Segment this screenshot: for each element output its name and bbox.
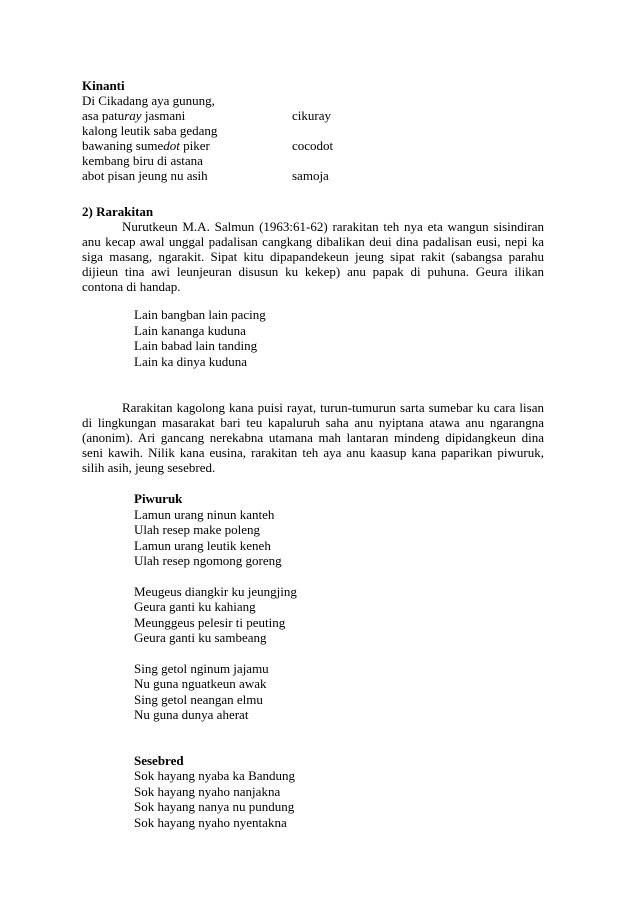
kinanti-line: bawaning sumedot piker cocodot bbox=[82, 138, 334, 153]
poem-line: Sing getol neangan elmu bbox=[134, 691, 263, 707]
poem-line: Sing getol nginum jajamu bbox=[134, 660, 269, 676]
poem-line: Lamun urang ninun kanteh bbox=[134, 506, 275, 522]
document-page bbox=[82, 78, 544, 830]
poem-line: Sok hayang nyaho nanjakna bbox=[134, 783, 281, 799]
poem-line: Ulah resep make poleng bbox=[134, 522, 260, 537]
piwuruk-section bbox=[134, 491, 544, 723]
rarakitan-example bbox=[134, 307, 544, 369]
sesebred-title: Sesebred bbox=[134, 752, 184, 768]
kinanti-line: kembang biru di astana bbox=[82, 153, 203, 168]
kinanti-line: asa paturay jasmani cikuray bbox=[82, 108, 331, 123]
poem-line: Lamun urang leutik keneh bbox=[134, 537, 271, 553]
rarakitan-paragraph-1: Nurutkeun M.A. Salmun (1963:61-62) rarakitan teh nya eta wangun sisindiran anu kecap awal unggal padalisan cangkang dibalikan deui dina padalisan eusi, nepi ka siga masang, ngarakit. Sipat kitu dipapandekeun jeung sipat rakit (sabangsa parahu dijieun tina awi leunjeuran disusun ku kekep) anu papak di puhuna. Geura ilikan contona di handap. bbox=[82, 219, 544, 294]
poem-line: Geura ganti ku kahiang bbox=[134, 599, 256, 614]
kinanti-line: Di Cikadang aya gunung, bbox=[82, 93, 215, 108]
poem-line: Nu guna nguatkeun awak bbox=[134, 676, 267, 691]
poem-line: Meugeus diangkir ku jeungjing bbox=[134, 583, 297, 599]
poem-line: Sok hayang nanya nu pundung bbox=[134, 799, 295, 814]
poem-line: Lain kananga kuduna bbox=[134, 322, 246, 338]
poem-line: Ulah resep ngomong goreng bbox=[134, 553, 282, 568]
kinanti-title: Kinanti bbox=[82, 78, 125, 93]
poem-line: Meunggeus pelesir ti peuting bbox=[134, 614, 286, 630]
poem-line: Geura ganti ku sambeang bbox=[134, 630, 267, 645]
rarakitan-paragraph-2: Rarakitan kagolong kana puisi rayat, turun-tumurun sarta sumebar ku cara lisan di lingkungan masarakat bari teu kapaluruh saha anu nyiptana atawa anu ngarangna (anonim). Ari gancang nerekabna utamana mah lantaran mindeng dipidangkeun dina seni kawih. Nilik kana eusina, rarakitan teh aya anu kaasup kana paparikan piwuruk, silih asih, jeung sesebred. bbox=[82, 400, 544, 475]
poem-line: Lain bangban lain pacing bbox=[134, 307, 266, 322]
piwuruk-title: Piwuruk bbox=[134, 491, 183, 506]
kinanti-line: abot pisan jeung nu asih samoja bbox=[82, 168, 329, 183]
poem-line: Sok hayang nyaba ka Bandung bbox=[134, 768, 296, 783]
rarakitan-heading: 2) Rarakitan bbox=[82, 204, 154, 219]
poem-line: Nu guna dunya aherat bbox=[134, 707, 249, 722]
poem-line: Sok hayang nyaho nyentakna bbox=[134, 814, 287, 830]
poem-line: Lain babad lain tanding bbox=[134, 338, 258, 353]
sesebred-section bbox=[134, 753, 544, 831]
kinanti-line: kalong leutik saba gedang bbox=[82, 123, 218, 138]
poem-line: Lain ka dinya kuduna bbox=[134, 353, 247, 369]
